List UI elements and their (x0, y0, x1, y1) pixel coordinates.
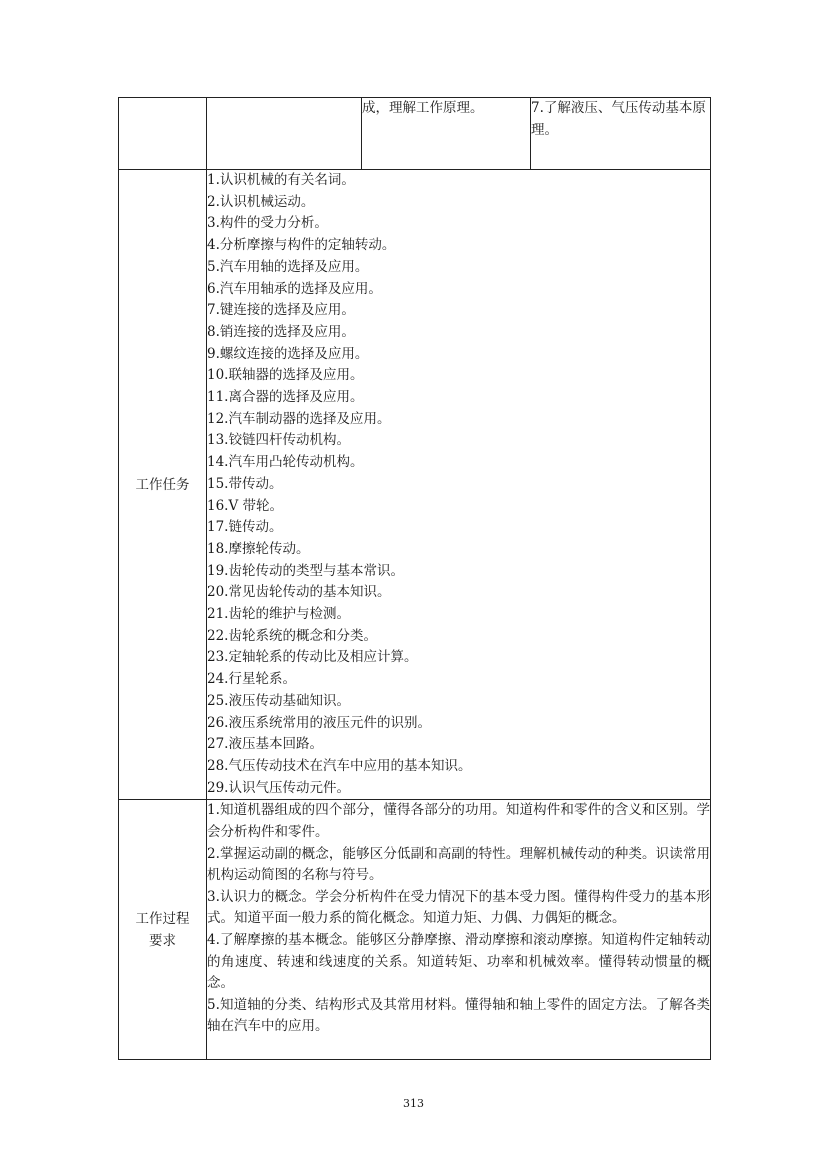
task-item: 19.齿轮传动的类型与基本常识。 (207, 562, 404, 579)
task-item: 11.离合器的选择及应用。 (207, 389, 364, 406)
task-item: 29.认识气压传动元件。 (207, 779, 350, 796)
process-label-line: 要求 (149, 932, 176, 949)
requirement-paragraph: 3.认识力的概念。学会分析构件在受力情况下的基本受力图。懂得构件受力的基本形式。知道平面一般力系的简化概念。知道力矩、力偶、力偶矩的概念。 (207, 888, 710, 927)
task-item: 7.键连接的选择及应用。 (207, 302, 355, 319)
task-item: 26.液压系统常用的液压元件的识别。 (207, 714, 431, 731)
task-item: 14.汽车用凸轮传动机构。 (207, 454, 364, 471)
task-item: 6.汽车用轴承的选择及应用。 (207, 280, 382, 297)
continuation-text: 成，理解工作原理。 (362, 100, 484, 116)
process-row (119, 800, 711, 1060)
tasks-row (119, 170, 711, 800)
requirement-paragraph: 2.掌握运动副的概念，能够区分低副和高副的特性。理解机械传动的种类。识读常用机构运动简图的名称与符号。 (207, 845, 710, 884)
process-label-line: 工作过程 (135, 910, 190, 927)
tasks-list (207, 170, 711, 800)
requirement-paragraph: 5.知道轴的分类、结构形式及其常用材料。懂得轴和轴上零件的固定方法。了解各类轴在汽车中的应用。 (207, 996, 710, 1035)
continuation-text: 7.了解液压、气压传动基本原理。 (531, 100, 706, 138)
task-item: 8.销连接的选择及应用。 (207, 323, 355, 340)
task-item: 12.汽车制动器的选择及应用。 (207, 410, 391, 427)
continuation-row (119, 98, 711, 170)
requirement-paragraph: 1.知道机器组成的四个部分，懂得各部分的功用。知道构件和零件的含义和区别。学会分析构件和零件。 (207, 802, 710, 840)
continuation-cell-col4 (531, 98, 711, 170)
course-table (118, 97, 711, 1060)
task-item: 1.认识机械的有关名词。 (207, 172, 355, 188)
continuation-empty-cell (207, 98, 362, 170)
task-item: 24.行星轮系。 (207, 671, 296, 688)
task-item: 15.带传动。 (207, 475, 283, 492)
task-item: 3.构件的受力分析。 (207, 215, 328, 232)
page-number: 313 (403, 1097, 424, 1110)
task-item: 4.分析摩擦与构件的定轴转动。 (207, 237, 396, 254)
task-item: 13.铰链四杆传动机构。 (207, 432, 350, 449)
tasks-label-cell (119, 170, 207, 800)
task-item: 23.定轴轮系的传动比及相应计算。 (207, 649, 418, 666)
task-item: 10.联轴器的选择及应用。 (207, 367, 364, 384)
continuation-cell-col3 (362, 98, 531, 170)
task-item: 9.螺纹连接的选择及应用。 (207, 345, 369, 362)
process-label-cell (119, 800, 207, 1060)
process-requirements (207, 800, 711, 1060)
continuation-empty-cell (119, 98, 207, 170)
task-item: 20.常见齿轮传动的基本知识。 (207, 584, 391, 601)
task-item: 18.摩擦轮传动。 (207, 540, 310, 557)
task-item: 16.V 带轮。 (207, 497, 284, 514)
task-item: 5.汽车用轴的选择及应用。 (207, 258, 369, 275)
task-item: 28.气压传动技术在汽车中应用的基本知识。 (207, 757, 472, 774)
task-item: 25.液压传动基础知识。 (207, 692, 350, 709)
task-item: 17.链传动。 (207, 519, 283, 536)
task-item: 27.液压基本回路。 (207, 736, 323, 753)
requirement-paragraph: 4.了解摩擦的基本概念。能够区分静摩擦、滑动摩擦和滚动摩擦。知道构件定轴转动的角速度、转速和线速度的关系。知道转矩、功率和机械效率。懂得转动惯量的概念。 (207, 931, 710, 992)
task-item: 21.齿轮的维护与检测。 (207, 606, 350, 623)
task-item: 2.认识机械运动。 (207, 193, 315, 210)
tasks-label: 工作任务 (135, 476, 190, 493)
task-item: 22.齿轮系统的概念和分类。 (207, 627, 377, 644)
